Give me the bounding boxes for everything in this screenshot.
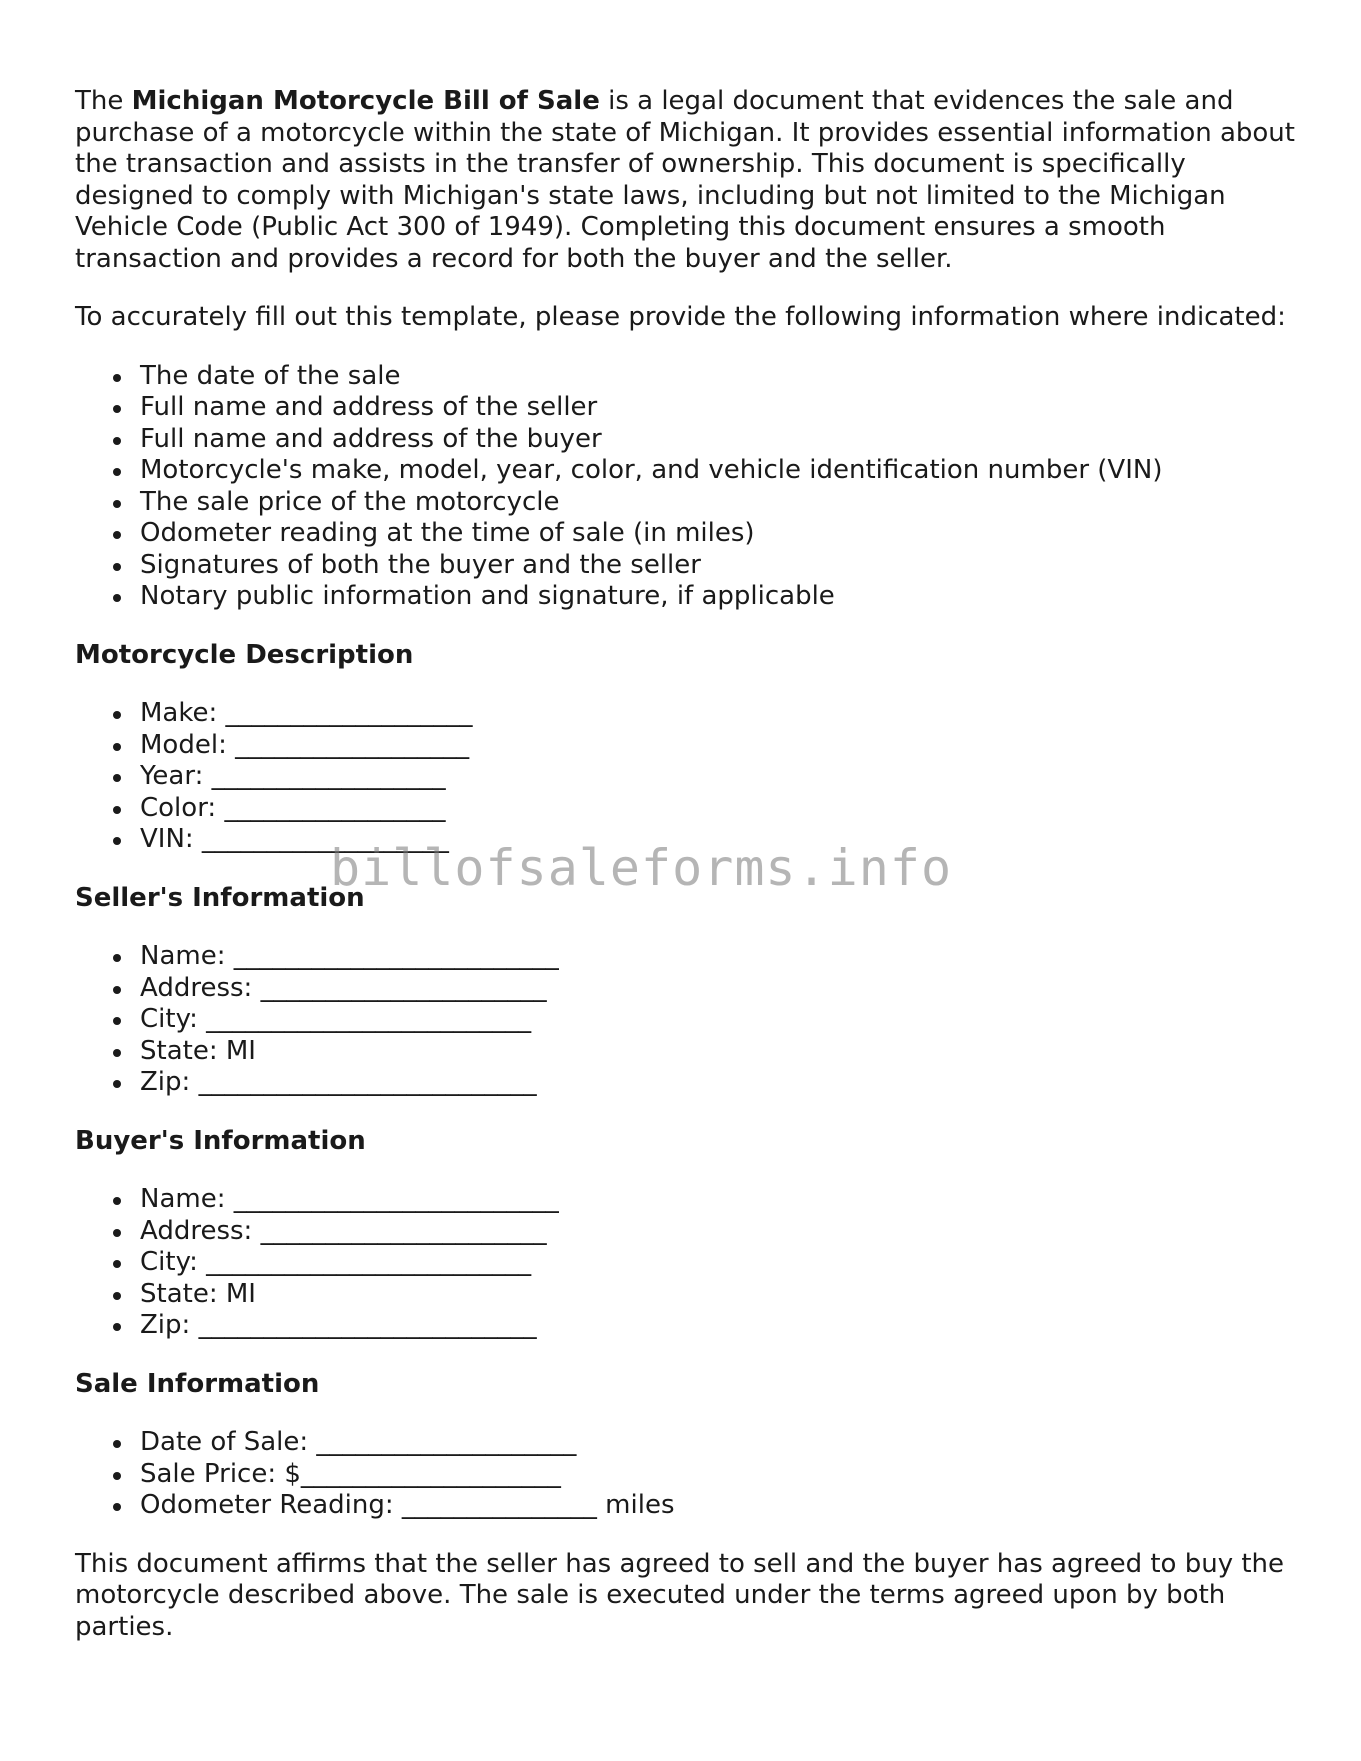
vin-field: VIN: ___________________ — [75, 824, 1300, 856]
seller-address-field: Address: ______________________ — [75, 973, 1300, 1005]
buyer-city-field: City: _________________________ — [75, 1247, 1300, 1279]
model-field: Model: __________________ — [75, 730, 1300, 762]
odometer-field: Odometer Reading: _______________ miles — [75, 1490, 1300, 1522]
list-item: Full name and address of the buyer — [75, 424, 1300, 456]
list-item: Signatures of both the buyer and the seller — [75, 550, 1300, 582]
instructions-paragraph: To accurately fill out this template, please provide the following information where indicated: — [75, 302, 1286, 332]
buyer-fields — [75, 1184, 1300, 1342]
buyer-state-field: State: MI — [75, 1279, 1300, 1311]
sale-heading: Sale Information — [75, 1368, 320, 1399]
make-field: Make: ___________________ — [75, 698, 1300, 730]
list-item: Notary public information and signature, if applicable — [75, 581, 1300, 613]
sale-fields — [75, 1427, 1300, 1522]
buyer-zip-field: Zip: __________________________ — [75, 1310, 1300, 1342]
buyer-name-field: Name: _________________________ — [75, 1184, 1300, 1216]
sale-price-field: Sale Price: $____________________ — [75, 1459, 1300, 1491]
seller-city-field: City: _________________________ — [75, 1004, 1300, 1036]
year-field: Year: __________________ — [75, 761, 1300, 793]
document-title: Michigan Motorcycle Bill of Sale — [131, 86, 600, 116]
seller-state-field: State: MI — [75, 1036, 1300, 1068]
intro-lead: The — [75, 86, 132, 116]
list-item: Motorcycle's make, model, year, color, and vehicle identification number (VIN) — [75, 455, 1300, 487]
buyer-heading: Buyer's Information — [75, 1125, 366, 1156]
buyer-address-field: Address: ______________________ — [75, 1216, 1300, 1248]
list-item: The sale price of the motorcycle — [75, 487, 1300, 519]
motorcycle-heading: Motorcycle Description — [75, 639, 414, 670]
seller-name-field: Name: _________________________ — [75, 941, 1300, 973]
intro-paragraph — [75, 86, 1300, 275]
list-item: Full name and address of the seller — [75, 392, 1300, 424]
checklist — [75, 361, 1300, 613]
intro-text: is a legal document that evidences the sale and purchase of a motorcycle within the state of Michigan. It provides essential information about the transaction and assists in the transfer of ownership. This document is specifically designed to comply with Michigan's state laws, including but not limited to the Michigan Vehicle Code (Public Act 300 of 1949). Completing this document ensures a smooth transaction and provides a record for both the buyer and the seller. — [75, 86, 1295, 274]
document-body — [75, 86, 1300, 1670]
seller-zip-field: Zip: __________________________ — [75, 1067, 1300, 1099]
date-of-sale-field: Date of Sale: ____________________ — [75, 1427, 1300, 1459]
motorcycle-fields — [75, 698, 1300, 856]
list-item: The date of the sale — [75, 361, 1300, 393]
list-item: Odometer reading at the time of sale (in miles) — [75, 518, 1300, 550]
closing-paragraph: This document affirms that the seller has agreed to sell and the buyer has agreed to buy the motorcycle described above. The sale is executed under the terms agreed upon by both parties. — [75, 1548, 1285, 1642]
color-field: Color: _________________ — [75, 793, 1300, 825]
watermark: billofsaleforms.info — [330, 839, 953, 897]
seller-heading: Seller's Information — [75, 882, 365, 913]
seller-fields — [75, 941, 1300, 1099]
